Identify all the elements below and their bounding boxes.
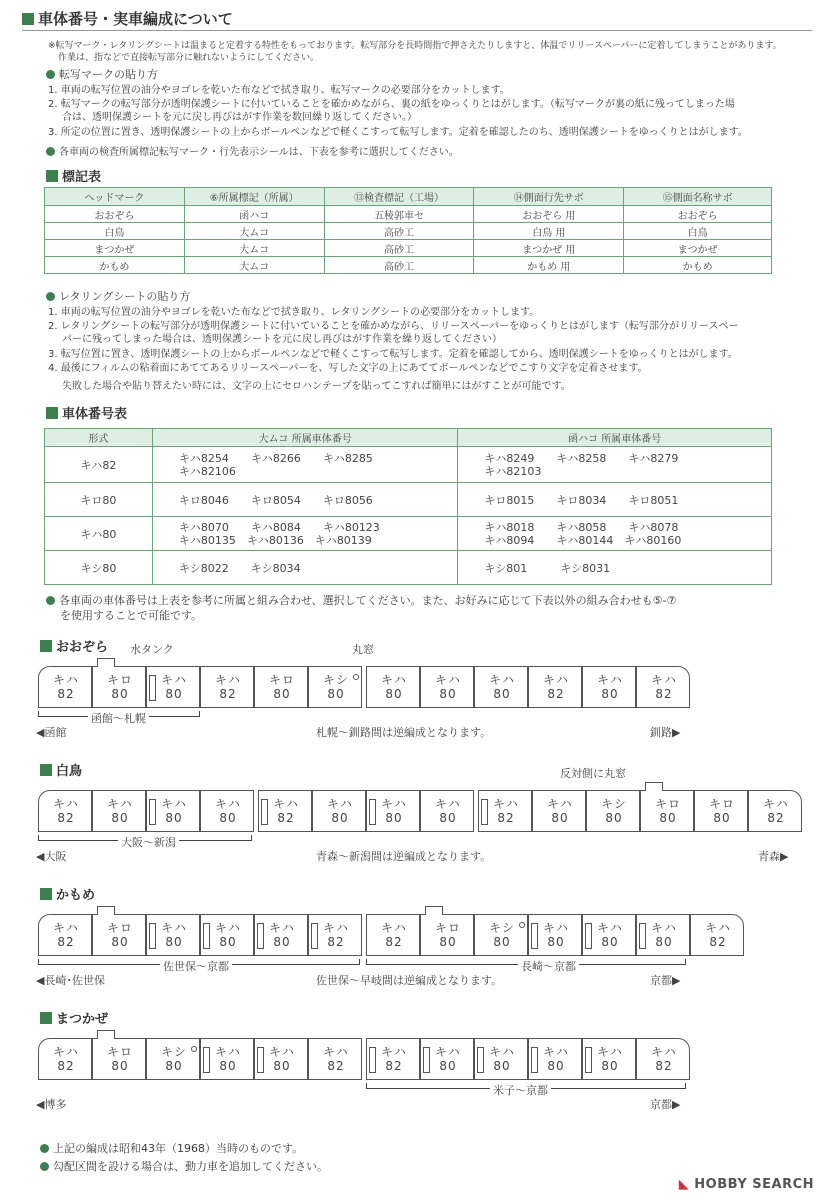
car-label: キハ 80 [214,797,241,825]
note-line-2: 作業は、指などで直接転写部分に触れないようにしてください。 [58,53,320,63]
train-car [640,790,694,832]
lettering-step-4: 4. 最後にフィルムの粘着面にあててあるリリースペーパーを、写した文字の上にあててボールペンなどでこすり文字を定着させます。 [48,363,648,374]
car-label: キロ 80 [434,921,461,949]
train-car [478,790,532,832]
hyoki-table [44,187,772,274]
title-rule [22,30,812,31]
car-label: キシ 80 [601,797,627,825]
door-icon [203,1047,210,1073]
heading-square-icon [40,1012,52,1024]
train-1 [0,760,826,870]
cell: キロ80 [45,483,153,517]
water-tank-icon [97,658,115,667]
cell: 大ムコ [184,257,324,274]
water-tank-icon [425,906,443,915]
car-label: キハ 80 [488,673,515,701]
train-car [92,790,146,832]
train-name: かもめ [40,884,95,903]
train-car [748,790,802,832]
car-label: キハ 80 [380,673,407,701]
cell: 高砂工 [324,240,474,257]
table-row [45,517,772,551]
door-icon [149,675,156,701]
bangou-header-row [45,429,772,447]
train-car [38,666,92,708]
door-icon [481,799,488,825]
reverse-note: 札幌〜釧路間は逆編成となります。 [316,726,492,739]
cell: かもめ [45,257,185,274]
car-label: キハ 80 [160,921,187,949]
table-row [45,240,772,257]
car-label: キハ 82 [542,673,569,701]
train-car [420,914,474,956]
bullet-icon [46,292,55,301]
page-title: 車体番号・実車編成について [22,8,233,29]
car-label: キロ 80 [106,1045,133,1073]
heading-square-icon [40,640,52,652]
train-car [258,790,312,832]
tensha-step-1: 1. 車両の転写位置の油分やヨゴレを乾いた布などで拭き取り、転写マークの必要部分をカットします。 [48,85,510,96]
tensha-step-3: 3. 所定の位置に置き、透明保護シートの上からボールペンなどで軽くこすって転写します。定着を確認したのち、透明保護シートをゆっくりとはがします。 [48,127,748,138]
car-label: キロ 80 [268,673,295,701]
train-0 [0,636,826,746]
cell: キシ801 キシ8031 [458,551,772,585]
cell: キハ8018 キハ8058 キハ8078 キハ8094 キハ80144 キハ80160 [458,517,772,551]
car-label: キハ 82 [52,797,79,825]
car-label: キハ 80 [434,797,461,825]
car-label: キハ 80 [214,1045,241,1073]
table-row [45,483,772,517]
water-tank-icon [97,1030,115,1039]
car-label: キハ 80 [596,921,623,949]
hyoki-heading: 標記表 [46,166,101,185]
train-car [200,914,254,956]
lettering-note: 失敗した場合や貼り替えたい時には、文字の上にセロハンテープを貼ってこすれば簡単にはがすことが可能です。 [62,381,571,392]
door-icon [369,1047,376,1073]
car-label: キハ 80 [596,673,623,701]
car-label: キハ 82 [650,1045,677,1073]
train-car [366,790,420,832]
lettering-step-1: 1. 車両の転写位置の油分やヨゴレを乾いた布などで拭き取り、レタリングシートの必要部分をカットします。 [48,307,540,318]
train-car [254,914,308,956]
car-label: キハ 80 [380,797,407,825]
heading-square-icon [40,888,52,900]
car-label: キハ 80 [650,921,677,949]
reverse-note: 青森〜新潟間は逆編成となります。 [316,850,492,863]
train-name: おおぞら [40,636,108,655]
hyoki-col-4: ⑮側面名称サボ [624,188,772,206]
hyoki-col-2: ⑬検査標記（工場） [324,188,474,206]
route-label: 大阪〜新潟 [118,834,179,850]
bangou-note-1: 各車両の車体番号は上表を参考に所属と組み合わせ、選択してください。また、お好みに応じて下表以外の組み合わせも⑤-⑦ [46,594,676,607]
car-label: キハ 80 [160,797,187,825]
car-label: キロ 80 [106,921,133,949]
car-label: キハ 82 [492,797,519,825]
callout-label: 水タンク [130,643,174,656]
car-label: キハ 82 [322,1045,349,1073]
car-label: キハ 80 [268,1045,295,1073]
train-car [254,666,308,708]
cell: かもめ 用 [474,257,624,274]
train-car [254,1038,308,1080]
hyoki-col-0: ヘッドマーク [45,188,185,206]
train-car [694,790,748,832]
cell: 白鳥 用 [474,223,624,240]
right-terminus: 青森▶ [758,850,789,863]
train-car [582,1038,636,1080]
cell: 白鳥 [45,223,185,240]
table-row [45,206,772,223]
tensha-step-2: 2. 転写マークの転写部分が透明保護シートに付いていることを確かめながら、裏の紙をゆっくりとはがします。（転写マークが裏の紙に残ってしまった場 [48,99,735,110]
train-car [474,1038,528,1080]
bullet-icon [46,147,55,156]
car-label: キハ 82 [380,921,407,949]
cell: キハ8070 キハ8084 キハ80123 キハ80135 キハ80136 キハ80139 [152,517,458,551]
cell: 大ムコ [184,223,324,240]
car-label: キシ 80 [323,673,349,701]
car-label: キハ 80 [326,797,353,825]
lettering-heading: レタリングシートの貼り方 [46,290,190,303]
train-car [528,666,582,708]
round-window-icon [353,674,359,680]
logo: ◣ HOBBY SEARCH [678,1177,814,1192]
car-label: キハ 82 [650,673,677,701]
car-label: キハ 80 [596,1045,623,1073]
door-icon [257,1047,264,1073]
train-name: まつかぜ [40,1008,108,1027]
hyoki-col-3: ⑭側面行先サボ [474,188,624,206]
train-car [308,1038,362,1080]
train-car [200,666,254,708]
callout-label: 丸窓 [352,643,374,656]
bangou-heading: 車体番号表 [46,403,127,422]
cell: 大ムコ [184,240,324,257]
table-row [45,551,772,585]
train-car [532,790,586,832]
door-icon [531,1047,538,1073]
train-car [636,666,690,708]
door-icon [257,923,264,949]
car-label: キハ 82 [704,921,731,949]
title-square-icon [22,13,34,25]
door-icon [203,923,210,949]
car-label: キハ 82 [322,921,349,949]
train-car [528,1038,582,1080]
car-label: キハ 80 [542,1045,569,1073]
train-car [146,1038,200,1080]
cell: 函ハコ [184,206,324,223]
cell: 高砂工 [324,223,474,240]
train-car [474,914,528,956]
table-row [45,447,772,483]
cell: キハ8254 キハ8266 キハ8285 キハ82106 [152,447,458,483]
cell: まつかぜ [45,240,185,257]
car-label: キハ 80 [488,1045,515,1073]
car-label: キハ 82 [52,921,79,949]
car-label: キハ 80 [434,1045,461,1073]
bullet-icon [40,1144,49,1153]
route-label: 佐世保〜京都 [160,958,232,974]
tensha-heading: 転写マークの貼り方 [46,68,158,81]
train-car [92,914,146,956]
train-car [308,914,362,956]
route-label: 長崎〜京都 [518,958,579,974]
right-terminus: 釧路▶ [650,726,681,739]
car-label: キハ 82 [762,797,789,825]
car-label: キハ 82 [214,673,241,701]
lettering-step-3: 3. 転写位置に置き、透明保護シートの上からボールペンなどで軽くこすって転写します。定着を確認してから、透明保護シートをゆっくりとはがします。 [48,349,738,360]
heading-square-icon [46,407,58,419]
train-car [366,1038,420,1080]
car-label: キハ 80 [268,921,295,949]
train-car [420,790,474,832]
train-car [366,666,420,708]
bullet-icon [46,596,55,605]
car-label: キハ 80 [106,797,133,825]
cell: まつかぜ [624,240,772,257]
round-window-icon [191,1046,197,1052]
door-icon [261,799,268,825]
car-label: キシ 80 [489,921,515,949]
bullet-icon [46,70,55,79]
train-car [200,790,254,832]
reverse-note: 佐世保〜早岐間は逆編成となります。 [316,974,503,987]
right-terminus: 京都▶ [650,1098,681,1111]
cell: キハ82 [45,447,153,483]
door-icon [531,923,538,949]
door-icon [369,799,376,825]
car-label: キハ 82 [52,1045,79,1073]
bangou-note-2: を使用することで可能です。 [60,609,203,622]
cell: キロ8046 キロ8054 キロ8056 [152,483,458,517]
car-label: キハ 80 [214,921,241,949]
train-name: 白鳥 [40,760,82,779]
train-2 [0,884,826,994]
car-label: キハ 80 [546,797,573,825]
train-car [420,666,474,708]
cell: キシ80 [45,551,153,585]
train-car [582,666,636,708]
cell: 五稜郭車セ [324,206,474,223]
bangou-col-0: 形式 [45,429,153,447]
car-label: キシ 80 [161,1045,187,1073]
car-label: キハ 82 [52,673,79,701]
bangou-col-2: 函ハコ 所属車体番号 [458,429,772,447]
train-car [38,914,92,956]
heading-square-icon [40,764,52,776]
car-label: キハ 82 [380,1045,407,1073]
train-car [92,666,146,708]
door-icon [311,923,318,949]
round-window-icon [519,922,525,928]
cell: おおぞら 用 [474,206,624,223]
door-icon [585,923,592,949]
cell: まつかぜ 用 [474,240,624,257]
lettering-step-2: 2. レタリングシートの転写部分が透明保護シートに付いていることを確かめながら、リリースペーパーをゆっくりとはがします（転写部分がリリースペー [48,321,739,332]
car-label: キロ 80 [106,673,133,701]
heading-square-icon [46,170,58,182]
cell: おおぞら [45,206,185,223]
car-label: キハ 80 [160,673,187,701]
train-car [308,666,362,708]
train-car [474,666,528,708]
door-icon [423,1047,430,1073]
route-label: 函館〜札幌 [88,710,149,726]
train-3 [0,1008,826,1118]
train-car [146,790,200,832]
cell: キシ8022 キシ8034 [152,551,458,585]
hyoki-col-1: ⑥所属標記（所属） [184,188,324,206]
table-row [45,257,772,274]
door-icon [477,1047,484,1073]
door-icon [639,923,646,949]
right-terminus: 京都▶ [650,974,681,987]
train-car [38,1038,92,1080]
callout-label: 反対側に丸窓 [560,767,626,780]
train-car [312,790,366,832]
train-car [636,914,690,956]
train-car [690,914,744,956]
train-car [92,1038,146,1080]
car-label: キロ 80 [708,797,735,825]
tensha-select-note: 各車両の検査所属標記転写マーク・行先表示シールは、下表を参考に選択してください。 [46,146,459,159]
train-car [528,914,582,956]
cell: おおぞら [624,206,772,223]
cell: かもめ [624,257,772,274]
car-label: キハ 82 [272,797,299,825]
left-terminus: ◀函館 [36,726,67,739]
bullet-icon [40,1162,49,1171]
footer-note-2: 勾配区間を設ける場合は、動力車を追加してください。 [40,1160,328,1173]
lettering-step-2b: パーに残ってしまった場合は、透明保護シートを元に戻し再びはがす作業を繰り返してください） [62,334,502,345]
bangou-table [44,428,772,585]
logo-mark-icon: ◣ [678,1177,690,1192]
water-tank-icon [97,906,115,915]
table-row [45,223,772,240]
door-icon [149,799,156,825]
hyoki-header-row [45,188,772,206]
train-car [146,914,200,956]
left-terminus: ◀長崎･佐世保 [36,974,105,987]
left-terminus: ◀大阪 [36,850,67,863]
cell: キロ8015 キロ8034 キロ8051 [458,483,772,517]
car-label: キロ 80 [654,797,681,825]
cell: 白鳥 [624,223,772,240]
train-car [636,1038,690,1080]
bangou-col-1: 大ムコ 所属車体番号 [152,429,458,447]
train-car [200,1038,254,1080]
cell: キハ80 [45,517,153,551]
door-icon [585,1047,592,1073]
train-car [146,666,200,708]
train-car [366,914,420,956]
left-terminus: ◀博多 [36,1098,67,1111]
train-car [38,790,92,832]
tensha-step-2b: 合は、透明保護シートを元に戻し再びはがす作業を数回繰り返してください。） [62,112,417,123]
note-line-1: ※転写マーク・レタリングシートは温まると定着する特性をもっております。転写部分を長時間指で押さえたりしますと、体温でリリースペーパーに定着してしまうことがあります。 [48,41,782,51]
cell: キハ8249 キハ8258 キハ8279 キハ82103 [458,447,772,483]
footer-note-1: 上記の編成は昭和43年（1968）当時のものです。 [40,1142,303,1155]
water-tank-icon [645,782,663,791]
cell: 高砂工 [324,257,474,274]
door-icon [149,923,156,949]
train-car [420,1038,474,1080]
train-car [582,914,636,956]
train-car [586,790,640,832]
car-label: キハ 80 [542,921,569,949]
route-label: 米子〜京都 [490,1082,551,1098]
car-label: キハ 80 [434,673,461,701]
